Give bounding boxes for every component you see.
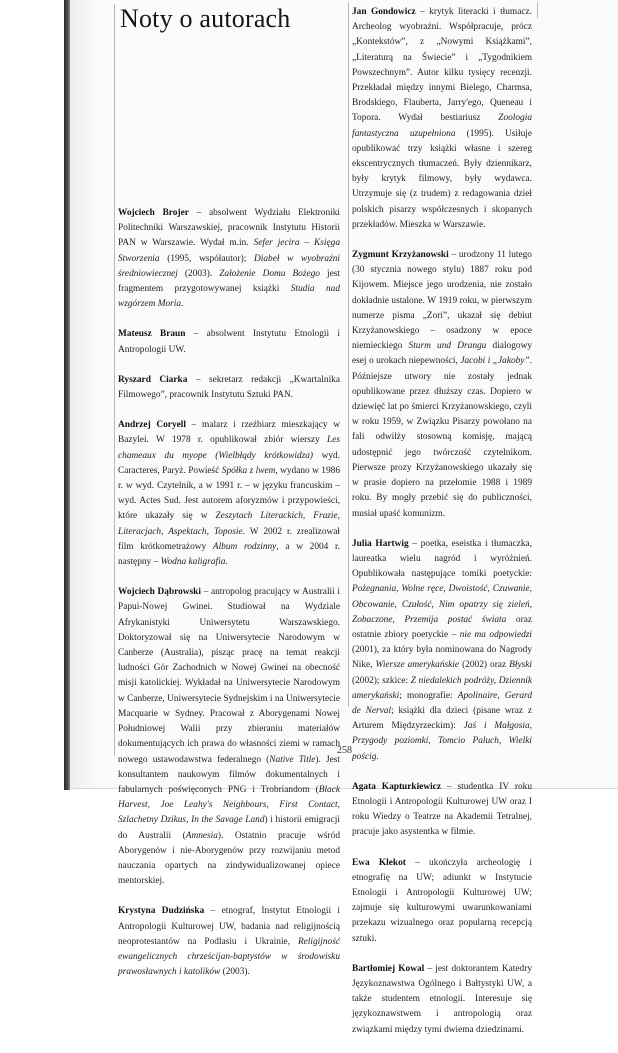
work-title: Założenie Domu Bożego — [219, 268, 320, 279]
note-text: – absolwent Instytutu Etnologii i Antropologii UW. — [118, 329, 340, 355]
note-text: , wydano w 1986 r. w wyd. Czytelnik, a w 1991 r. – w języku francuskim – wyd. Actes Sud. Jest autorem aforyzmów i przypowieści, które ukazały się w — [118, 465, 340, 522]
note-text: wyd. Caracteres, Paryż. Powieść — [118, 450, 340, 476]
author-note — [118, 418, 340, 570]
author-name: Ryszard Ciarka — [118, 374, 188, 385]
work-title: Studia nad wzgórzem Moria — [118, 284, 341, 310]
center-column-rule — [348, 2, 349, 707]
note-text: jest fragmentem przygotowywanej książki — [118, 268, 341, 295]
work-title: Album rodzinny — [212, 541, 277, 552]
author-note — [352, 780, 532, 841]
note-text: (1995). Usiłuje opublikować trzy książki własne i szereg ekscentrycznych tłumaczeń. Były dziennikarz, były krytyk filmowy, były wydawca. Utrzymuje się (z trudem) z redagowania dzieł polskich pisarzy współczesnych i skopanych przekładów. Mieszka w Warszawie. — [352, 128, 532, 230]
work-title: Błyski — [509, 660, 532, 671]
author-name: Jan Gondowicz — [352, 7, 416, 17]
work-title: Diabeł w wyobraźni średniowiecznej — [118, 253, 340, 279]
author-name: Wojciech Brojer — [118, 208, 189, 218]
note-text: , a w 2004 r. następny – — [118, 541, 340, 568]
note-text: – sekretarz redakcji „Kwartalnika Filmowego”, pracownik Instytutu Sztuki PAN. — [118, 374, 340, 401]
author-note — [118, 585, 340, 889]
author-note — [352, 5, 532, 233]
author-note — [118, 327, 340, 357]
note-text: – krytyk literacki i tłumacz. Archeolog wyobraźni. Współpracuje, prócz „Kontekstów”, z „Nowymi Książkami”, „Literaturą na Świecie” i „Tygodnikiem Powszechnym”. Autor kilku tysięcy recenzji. Przekładał między innymi Bielego, Charmsa, Brodskiego, Flauberta, Jarry'ego, Queneau i Topora. Wydał bestiariusz — [352, 7, 532, 124]
work-title: Religijność ewangelicznych chrześcijan-baptystów w środowisku prawosławnych i katolików — [118, 936, 340, 978]
author-note — [352, 248, 532, 522]
work-title: Amnesia — [185, 830, 218, 841]
note-text: ; książki dla dzieci (pisane wraz z Arturem Międzyrzeckim): — [352, 705, 532, 732]
work-title: Z niedalekich podróży, Dziennik amerykański — [352, 675, 532, 701]
note-text: – absolwent Wydziału Elektroniki Politechniki Warszawskiej, pracownik Instytutu Historii PAN w Warszawie. Wydał m.in. — [118, 208, 340, 249]
note-text: oraz ostatnie zbiory poetyckie – — [352, 614, 532, 640]
note-text: – studentka IV roku Etnologii i Antropologii Kulturowej UW oraz I roku Wiedzy o Teatrze na Akademii Tetralnej, pracuje jako asystentka w filmie. — [352, 781, 532, 838]
work-title: Native Title — [269, 754, 316, 765]
note-text: . W 2002 r. zrealizował film krótkometrażowy — [118, 526, 340, 552]
note-text: (1995, współautor); — [159, 253, 254, 264]
work-title: Wodna kaligrafia — [160, 557, 226, 568]
left-column-rule — [114, 4, 115, 756]
note-text: . — [225, 557, 228, 568]
author-name: Krystyna Dudzińska — [118, 906, 205, 917]
gutter-shade — [70, 0, 100, 788]
work-title: Jaś i Małgosia, Przygody poziomki, Tomcio Paluch, Wielki pościg — [352, 721, 532, 762]
note-text: (2003). — [220, 967, 250, 978]
note-text: – jest doktorantem Katedry Językoznawstwa Ogólnego i Bałtystyki UW, a także studentem etnologii. Interesuje się językoznawstwem i antropologią oraz związkami między tymi dwiema dziedzinami. — [352, 963, 532, 1035]
note-text: . Późniejsze utwory nie zostały jednak opublikowane przez dłuższy czas. Dopiero w dziewięć lat po śmierci Krzyżanowskiego, czyli w roku 1959, w Związku Pisarzy powołano na fali odwilży stosowną komisję, mającą udostępnić jego twórczość czytelnikom. Pierwsze prozy Krzyżanowskiego ukazały się w prasie dopiero na przełomie 1988 i 1989 roku. By mogły przebić się do publiczności, musiał upaść komunizm. — [352, 356, 532, 519]
note-text: . — [376, 751, 379, 762]
note-text: dialogowy esej o urokach niepewności, — [352, 341, 532, 367]
note-text: (2003). — [177, 268, 220, 279]
work-title: Apolinaire, Gerard de Nerval — [352, 690, 532, 716]
work-title: Jacobi i „Jakoby” — [460, 356, 530, 367]
work-title: nie ma odpowiedzi — [459, 629, 532, 640]
author-note — [118, 206, 340, 312]
work-title: Black Harvest, Joe Leahy's Neighbours, First Contact, Szlachetny Dzikus, In the Savage Land — [118, 784, 340, 826]
note-text: . — [181, 299, 184, 310]
note-text: – ukończyła archeologię i etnografię na UW; adiunkt w Instytucie Etnologii i Antropologii Kulturowej UW; zajmuje się kulturowymi uwarunkowaniami przekazu wizualnego oraz popularną recepcją sztuki. — [352, 857, 533, 944]
work-title: Wiersze amerykańskie — [375, 660, 460, 671]
work-title: Pożegnania, Wolne ręce, Dwoistość, Czuwanie, Obcowanie, Czułość, Nim opatrzy się zieleń, Zobaczone, Przemija postać świata — [352, 584, 532, 625]
author-note — [352, 537, 532, 765]
note-text: – etnograf, Instytut Etnologii i Antropologii Kulturowej UW, badania nad religijnością neoprotestantów na Podlasiu i Ukrainie, — [118, 906, 341, 947]
author-note — [118, 373, 340, 403]
note-text: ). Jest konsultantem naukowym filmów dokumentalnych i fabularnych poświęconych PNG i Trobriandom ( — [118, 754, 340, 795]
page-title: Noty o autorach — [120, 4, 291, 33]
author-name: Agata Kapturkiewicz — [352, 781, 441, 792]
author-note — [352, 962, 532, 1038]
note-text: (2001), za który była nominowana do Nagrody Nike, — [352, 645, 532, 671]
note-text: – poetka, eseistka i tłumaczka, laureatka wielu nagród i wyróżnień. Opublikowała następujące tomiki poetyckie: — [352, 538, 532, 580]
author-name: Mateusz Braun — [118, 329, 186, 340]
right-column — [352, 5, 532, 1053]
work-title: Zeszytach Literackich, Frazie, Literacjach, Aspektach, Toposie — [118, 511, 340, 537]
work-title: Sefer jecira – Księga Stworzenia — [118, 238, 340, 264]
author-name: Wojciech Dąbrowski — [118, 587, 201, 598]
author-note — [118, 904, 340, 980]
note-text: – malarz i rzeźbiarz mieszkający w Bazylei. W 1978 r. opublikował zbiór wierszy — [118, 420, 341, 446]
note-text: ; monografie: — [399, 690, 458, 701]
author-name: Ewa Klekot — [352, 857, 406, 868]
left-column — [118, 206, 340, 995]
author-name: Zygmunt Krzyżanowski — [352, 250, 449, 261]
author-note — [352, 856, 532, 947]
work-title: Spółka z lwem — [221, 465, 276, 476]
work-title: Sturm und Drangu — [408, 341, 487, 352]
note-text: ) i historii emigracji do Australii ( — [118, 815, 340, 841]
author-name: Julia Hartwig — [352, 538, 409, 549]
author-name: Andrzej Coryell — [118, 420, 186, 431]
page-number: 258 — [337, 745, 352, 756]
author-name: Bartłomiej Kowal — [352, 963, 425, 974]
note-text: – antropolog pracujący w Australii i Papui-Nowej Gwinei. Studiował na Wydziale Afrykanistyki Uniwersytetu Warszawskiego. Doktoryzował się na Uniwersytecie Narodowym w Canberze (Australia), pisząc pracę na temat reakcji ludności Gór Zachodnich w Nowej Gwinei na obecność misji katolickiej. Wykładał na Uniwersytecie Narodowym w Canberze, Uniwersytecie Sydnejskim i na Uniwersytecie Macquarie w Sydney. Pracował z Aborygenami Nowej Południowej Walii przy zbieraniu materiałów dokumentujących ich prawa do własności ziemi w ramach nowego ustawodawstwa federalnego ( — [118, 587, 340, 765]
work-title: Zoologia fantastyczna uzupełniona — [352, 113, 532, 139]
note-text: (2002); szkice: — [352, 675, 411, 686]
right-margin-rule — [537, 2, 538, 18]
work-title: Les chameaux du myope (Wielbłądy krótkowidza) — [118, 435, 340, 461]
note-text: ). Ostatnio pracuje wśród Aborygenów i nie-Aborygenów przy rozwijaniu metod nauczania opartych na zindywidualizowanej opiece mentorskiej. — [118, 830, 341, 887]
note-text: (2002) oraz — [459, 660, 510, 671]
note-text: – urodzony 11 lutego (30 stycznia nowego stylu) 1887 roku pod Kijowem. Miejsce jego urodzenia, nie zostało dokładnie ustalone. W 1919 roku, w pierwszym numerze pisma „Zori”, ukazał się debiut Krzyżanowskiego – osadzony w epoce niemieckiego — [352, 250, 532, 352]
